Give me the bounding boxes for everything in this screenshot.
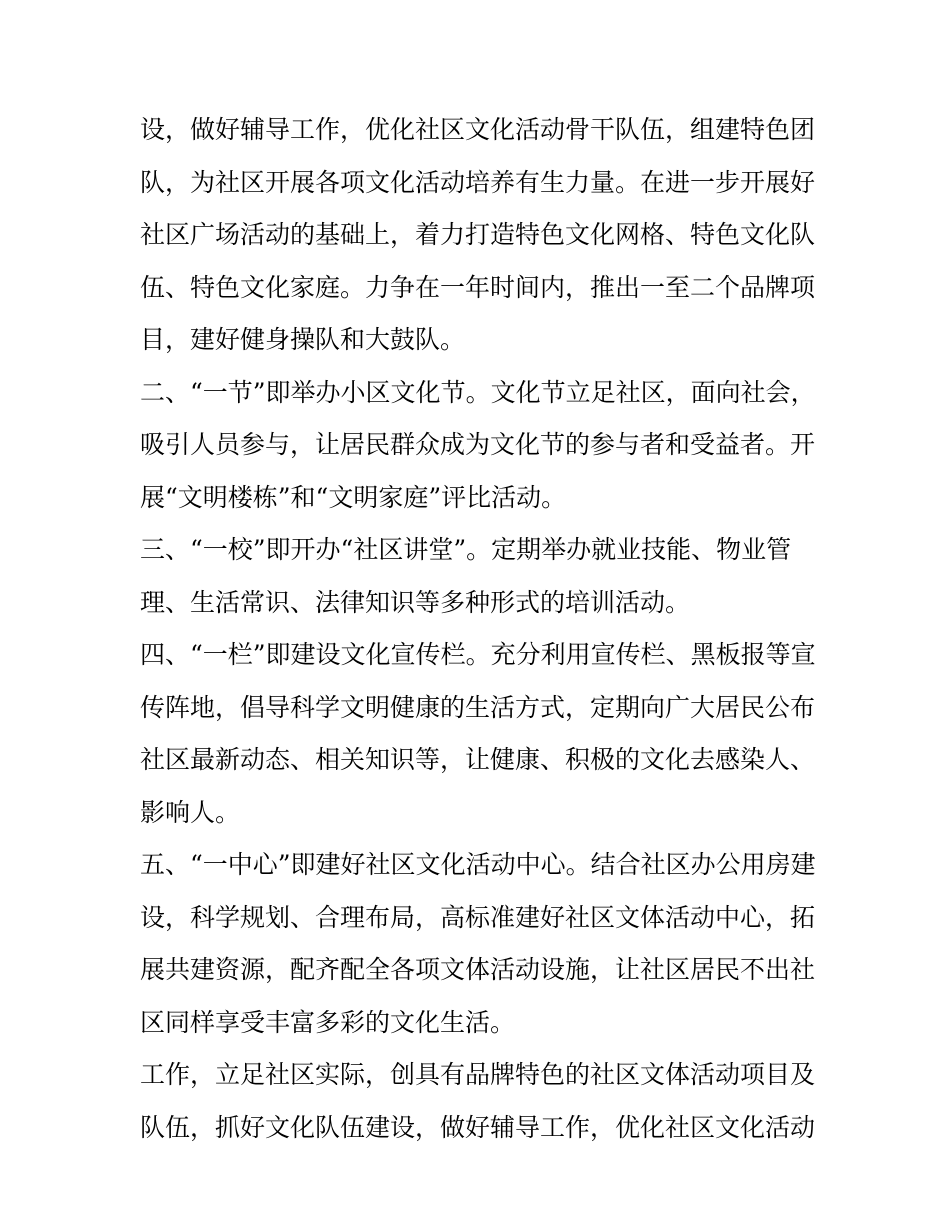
text-line: 传阵地，倡导科学文明健康的生活方式，定期向广大居民公布 [140, 692, 816, 722]
text-line: 三、“一校”即开办“社区讲堂”。定期举办就业技能、物业管 [140, 535, 792, 564]
text-line: 区同样享受丰富多彩的文化生活。 [140, 1007, 516, 1037]
text-line: 展“文明楼栋”和“文明家庭”评比活动。 [140, 482, 567, 512]
text-line: 伍、特色文化家庭。力争在一年时间内，推出一至二个品牌项 [140, 272, 816, 302]
text-line: 目，建好健身操队和大鼓队。 [140, 325, 466, 354]
body-text [140, 104, 820, 1154]
text-line: 吸引人员参与，让居民群众成为文化节的参与者和受益者。开 [140, 430, 816, 459]
text-line: 影响人。 [140, 797, 241, 827]
text-line: 社区广场活动的基础上，着力打造特色文化网格、特色文化队 [140, 220, 816, 249]
text-line: 队，为社区开展各项文化活动培养有生力量。在进一步开展好 [140, 167, 816, 197]
text-line: 社区最新动态、相关知识等，让健康、积极的文化去感染人、 [140, 745, 816, 774]
text-line: 工作，立足社区实际，创具有品牌特色的社区文体活动项目及 [140, 1060, 816, 1089]
text-line: 四、“一栏”即建设文化宣传栏。充分利用宣传栏、黑板报等宣 [140, 640, 816, 669]
text-line: 理、生活常识、法律知识等多种形式的培训活动。 [140, 587, 691, 617]
text-line: 五、“一中心”即建好社区文化活动中心。结合社区办公用房建 [140, 850, 816, 879]
text-line: 队伍，抓好文化队伍建设，做好辅导工作，优化社区文化活动 [140, 1112, 816, 1142]
text-line: 展共建资源，配齐配全各项文体活动设施，让社区居民不出社 [140, 955, 816, 984]
text-line: 设，科学规划、合理布局，高标准建好社区文体活动中心，拓 [140, 902, 816, 932]
text-line: 设，做好辅导工作，优化社区文化活动骨干队伍，组建特色团 [140, 115, 816, 144]
text-line: 二、“一节”即举办小区文化节。文化节立足社区，面向社会， [140, 377, 816, 407]
